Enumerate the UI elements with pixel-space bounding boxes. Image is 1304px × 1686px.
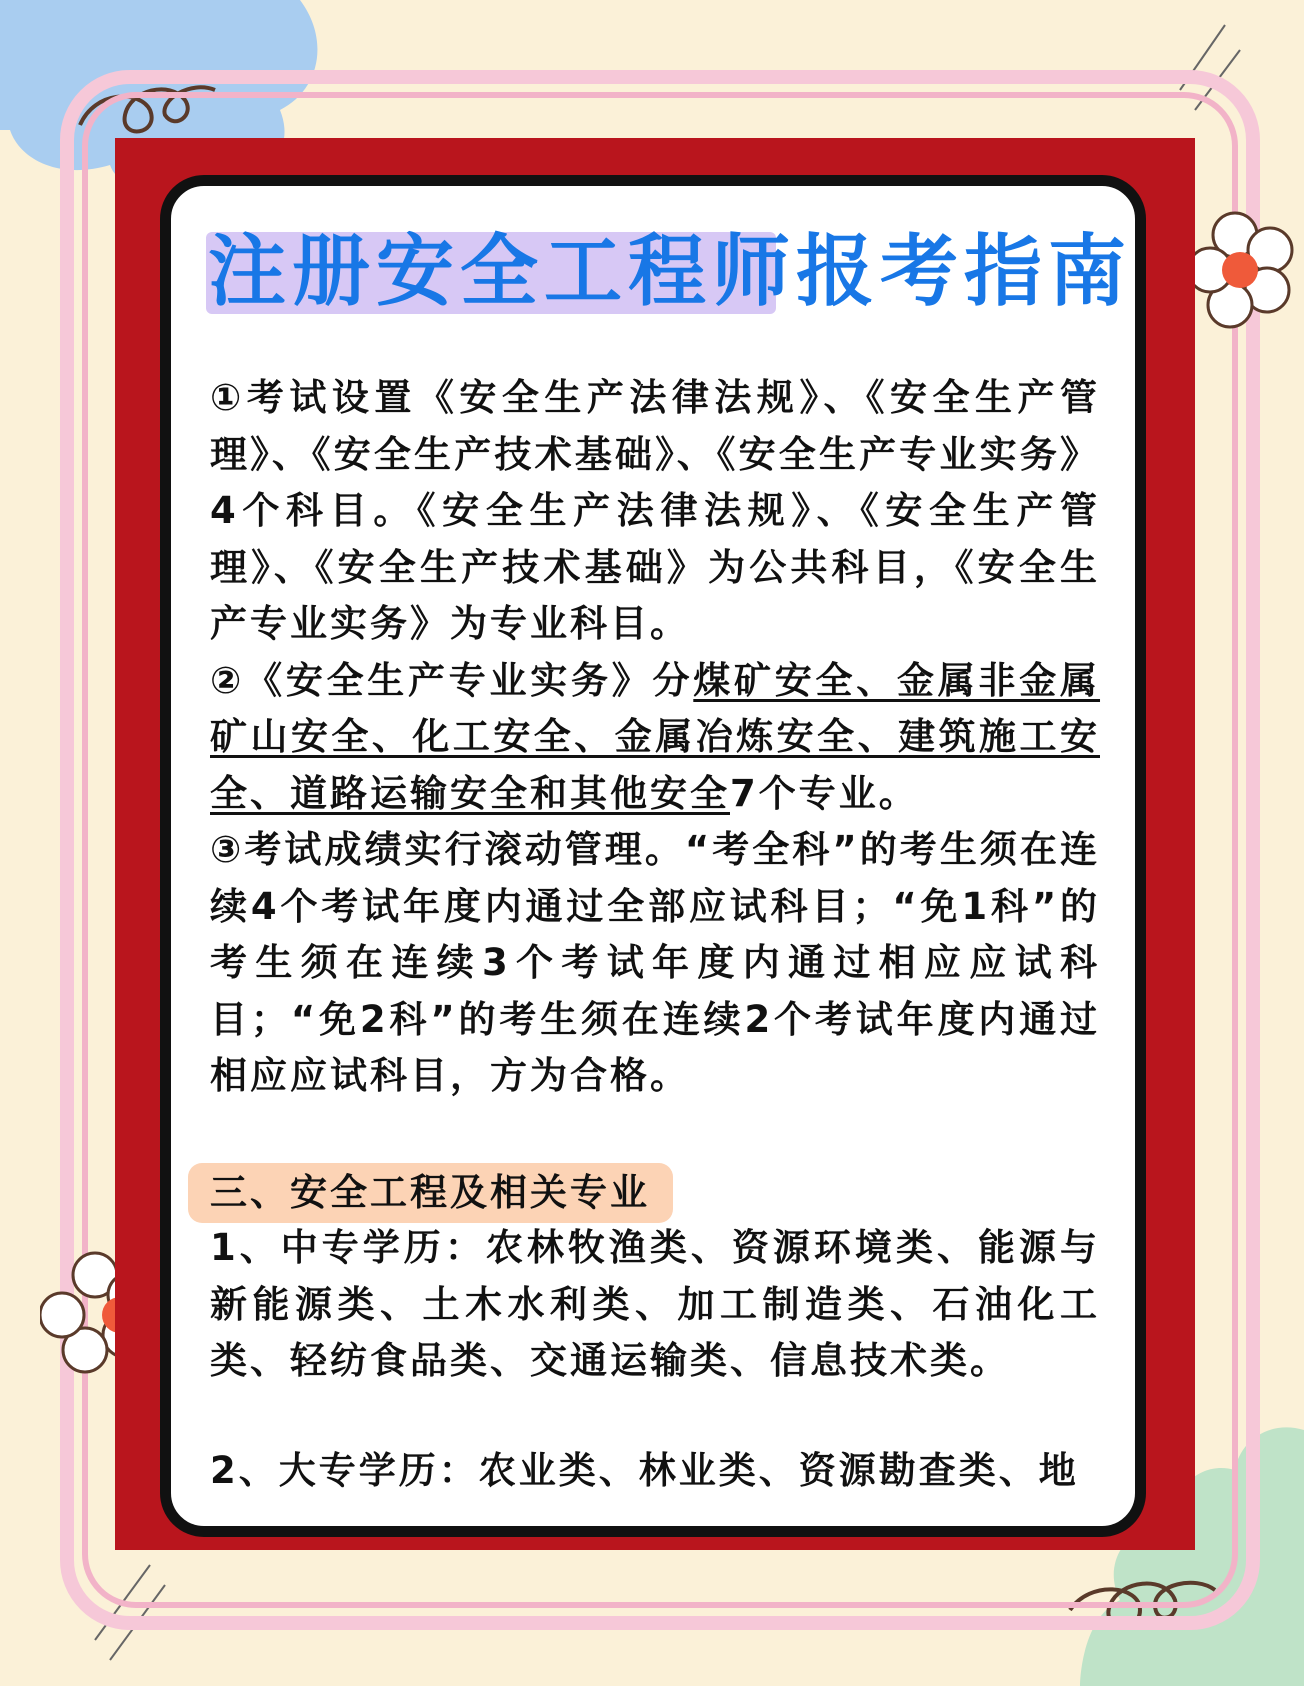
page-title	[208, 222, 1132, 322]
title-highlighted-text: 注册安全工程师	[208, 227, 797, 317]
majors-prefix: ②《安全生产专业实务》分	[210, 658, 694, 702]
exam-info-section	[210, 370, 1100, 1105]
paragraph-majors	[210, 653, 1100, 823]
majors-underlined: 煤矿安全、金属非金属矿山安全、化工安全、金属冶炼安全、建筑施工安全、道路运输安全和其他安全	[210, 658, 1101, 815]
major-list	[210, 1220, 1100, 1390]
paragraph-scoring: ③考试成绩实行滚动管理。“考全科”的考生须在连续4个考试年度内通过全部应试科目；“免1科”的考生须在连续3个考试年度内通过相应应试科目；“免2科”的考生须在连续2个考试年度内通过相应应试科目，方为合格。	[210, 828, 1100, 1097]
list-item: 1、中专学历：农林牧渔类、资源环境类、能源与新能源类、土木水利类、加工制造类、石油化工类、轻纺食品类、交通运输类、信息技术类。	[210, 1226, 1100, 1382]
majors-suffix: 7个专业。	[730, 771, 919, 815]
title-rest-text: 报考指南	[796, 227, 1133, 317]
section-title: 三、安全工程及相关专业	[210, 1171, 650, 1214]
flower-icon-right	[1195, 210, 1304, 340]
list-item: 2、大专学历：农业类、林业类、资源勘查类、地	[210, 1449, 1079, 1492]
paragraph-exam-subjects: ①考试设置《安全生产法律法规》、《安全生产管理》、《安全生产技术基础》、《安全生产专业实务》4个科目。《安全生产法律法规》、《安全生产管理》、《安全生产技术基础》为公共科目，《安全生产专业实务》为专业科目。	[210, 376, 1100, 645]
